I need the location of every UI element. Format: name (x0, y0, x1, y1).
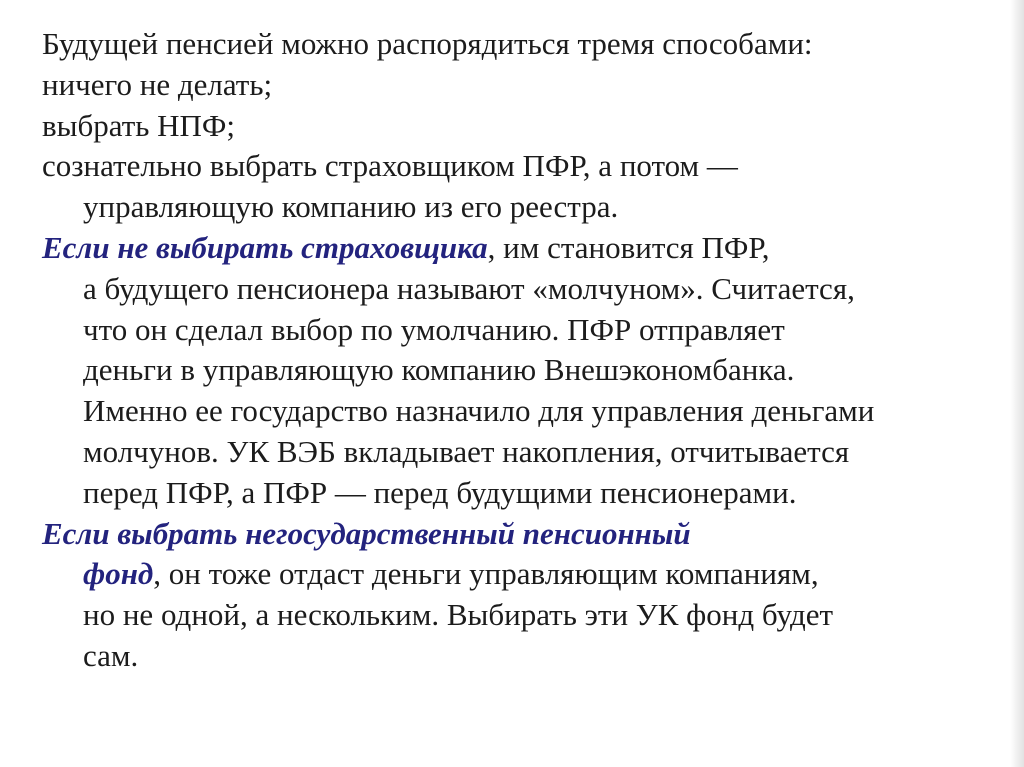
npf-section-cont-rest: , он тоже отдаст деньги управляющим компаниям, (153, 556, 819, 592)
silent-section-line: Именно ее государство назначило для управления деньгами (83, 393, 875, 429)
silent-section-line: что он сделал выбор по умолчанию. ПФР отправляет (83, 311, 785, 347)
silent-section-line: перед ПФР, а ПФР — перед будущими пенсионерами. (83, 474, 797, 510)
npf-section-emphasis-cont: фонд (83, 556, 154, 592)
slide-edge-decoration (1010, 0, 1024, 767)
option-do-nothing: ничего не делать; (42, 66, 273, 102)
npf-section-emphasis: Если выбрать негосударственный пенсионный (42, 515, 691, 551)
option-choose-npf: выбрать НПФ; (42, 107, 236, 143)
silent-section-line: молчунов. УК ВЭБ вкладывает накопления, отчитывается (83, 433, 850, 469)
option-choose-pfr-line1: сознательно выбрать страховщиком ПФР, а потом — (42, 148, 738, 184)
slide-text (42, 24, 1002, 677)
silent-section-line: деньги в управляющую компанию Внешэкономбанка. (83, 352, 795, 388)
npf-section-lead (42, 514, 1002, 555)
npf-section-line: сам. (83, 637, 139, 673)
silent-section-emphasis: Если не выбирать страховщика (42, 229, 488, 265)
silent-section-line: а будущего пенсионера называют «молчуном». Считается, (83, 270, 855, 306)
npf-section-line: но не одной, а нескольким. Выбирать эти УК фонд будет (83, 597, 834, 633)
intro-line: Будущей пенсией можно распорядиться тремя способами: (42, 26, 813, 61)
npf-section-continuation (42, 554, 1002, 595)
silent-section-lead (42, 228, 1002, 269)
option-choose-pfr-line2: управляющую компанию из его реестра. (83, 189, 619, 225)
silent-section-lead-rest: , им становится ПФР, (487, 229, 770, 265)
